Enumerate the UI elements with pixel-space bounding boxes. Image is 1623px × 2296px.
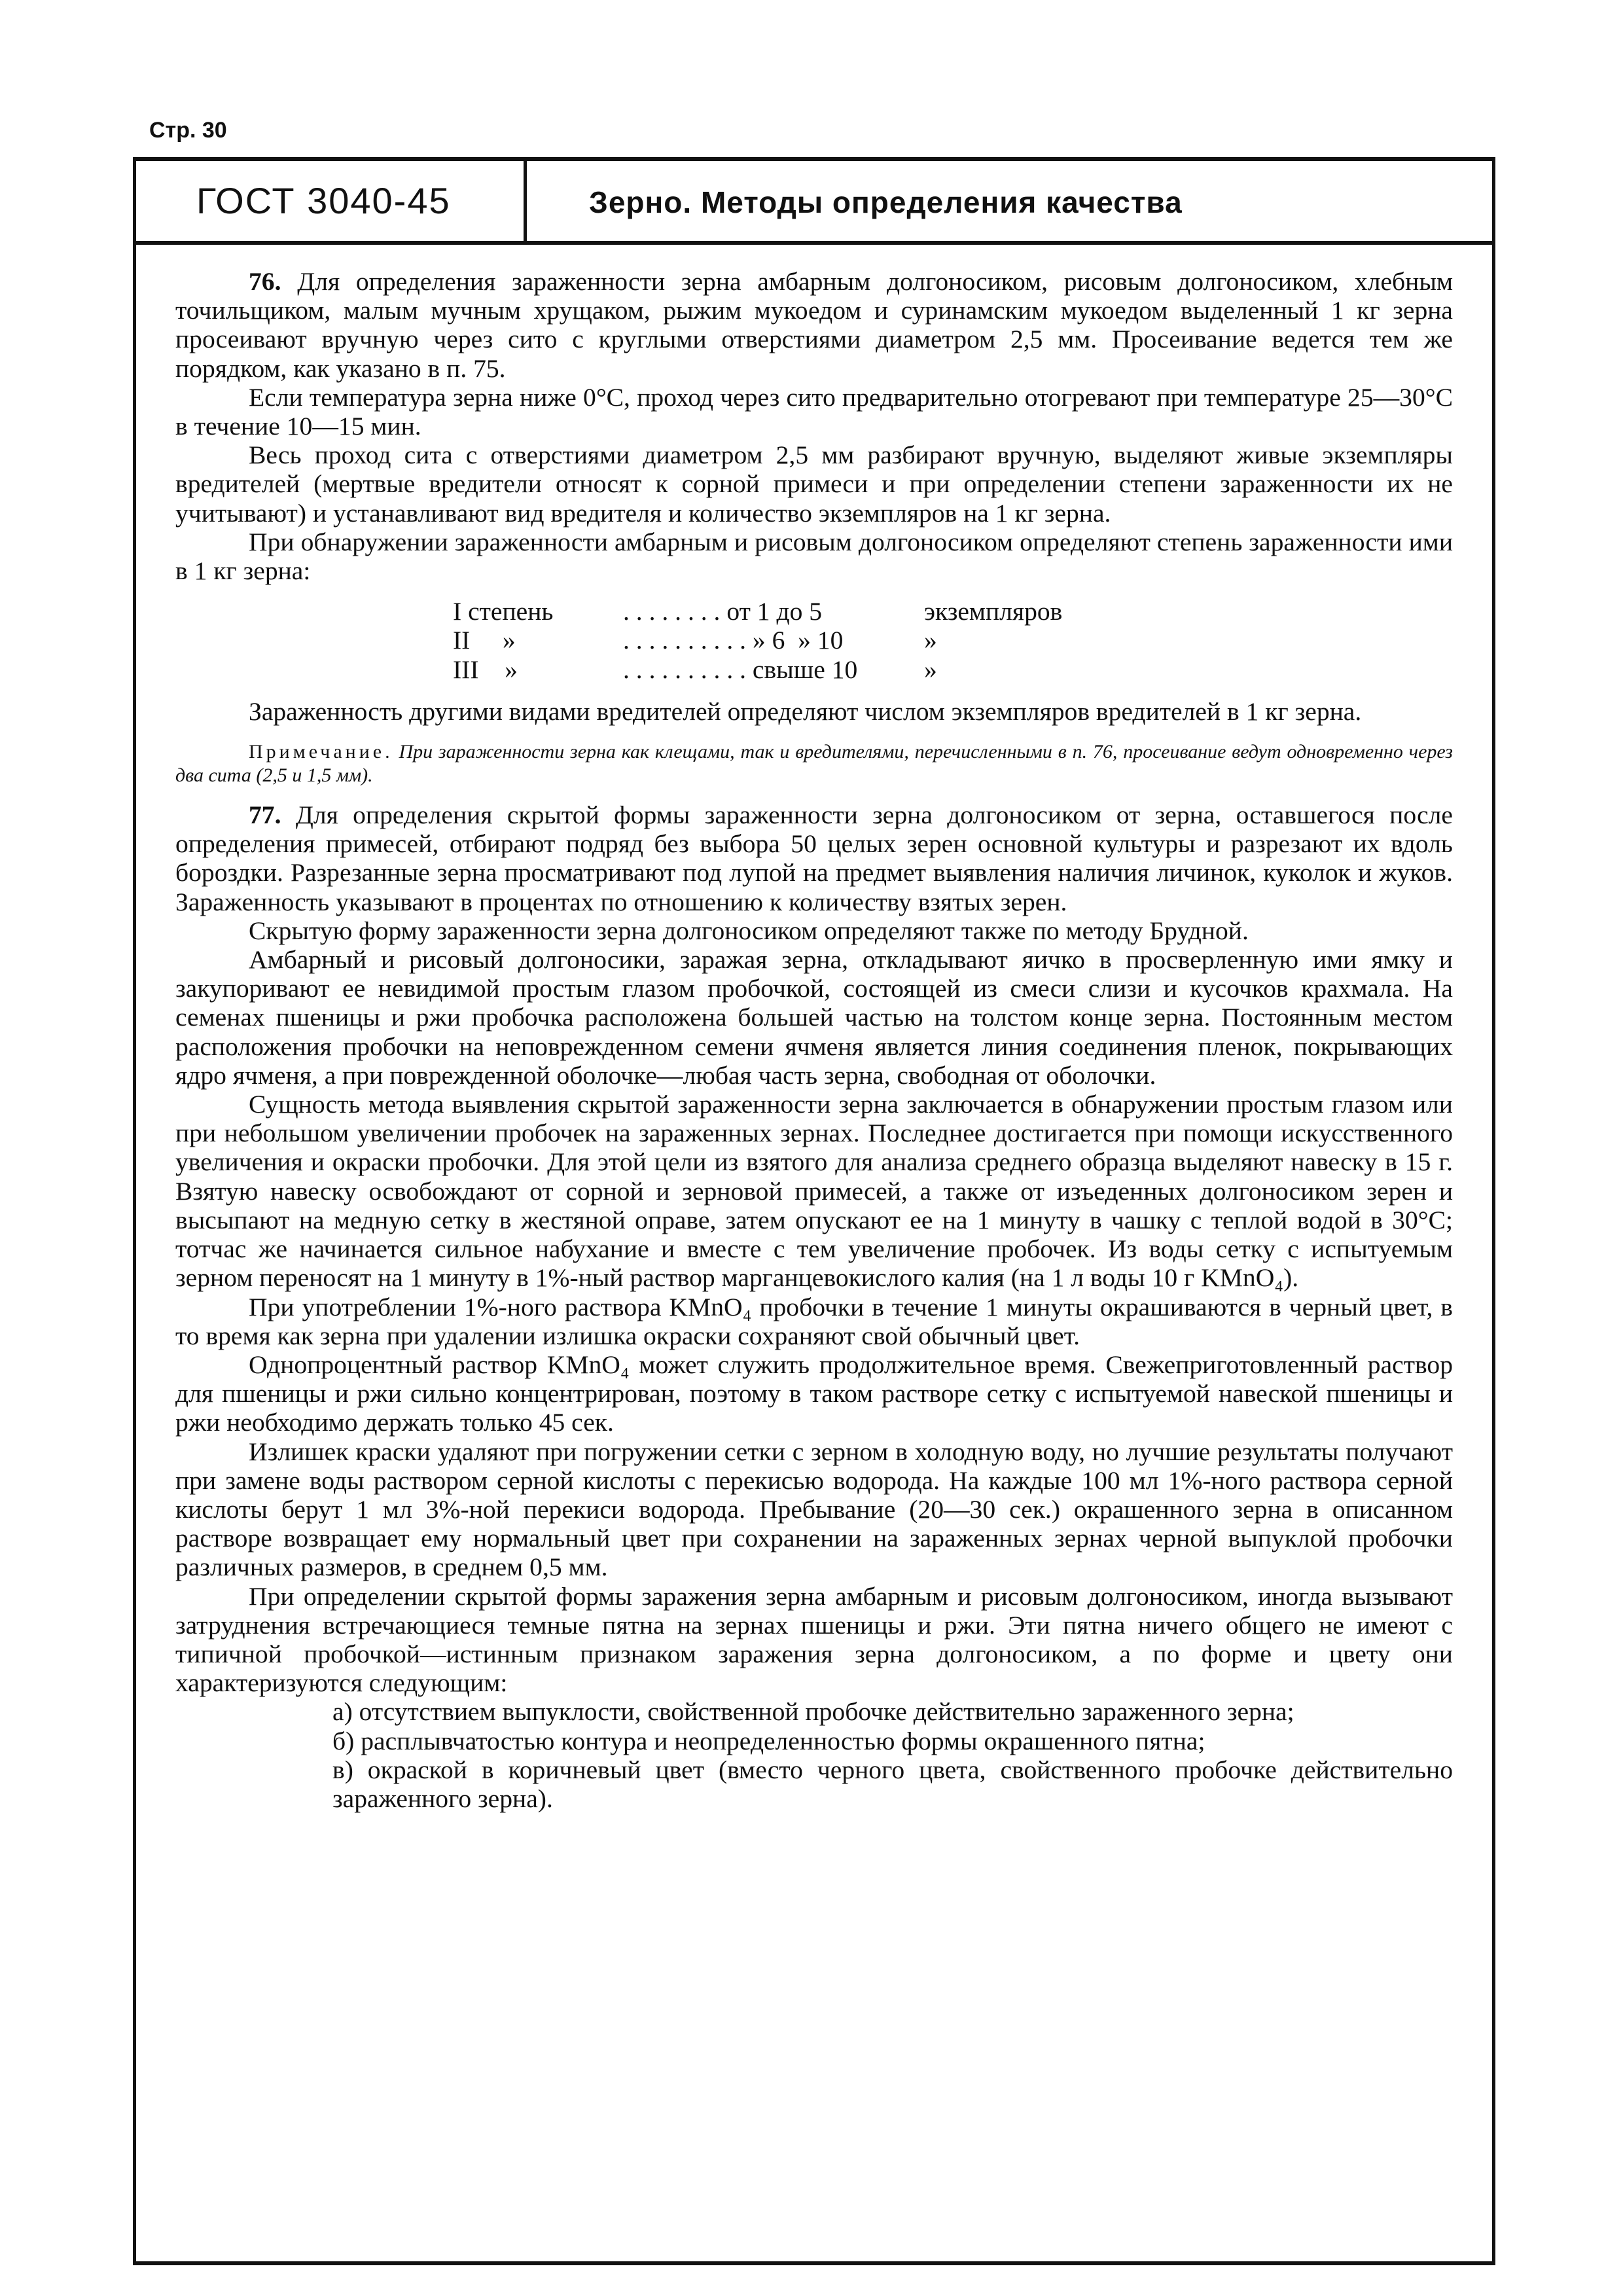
top-rule bbox=[133, 157, 1495, 161]
table-cell: . . . . . . . . от 1 до 5 bbox=[623, 597, 823, 626]
clause-number-76: 76. bbox=[249, 267, 281, 296]
standard-number: ГОСТ 3040-45 bbox=[196, 180, 451, 221]
left-frame-line bbox=[133, 157, 136, 2265]
table-cell: III » bbox=[453, 655, 518, 684]
table-cell: . . . . . . . . . . » 6 » 10 bbox=[623, 626, 844, 655]
list-item-a: а) отсутствием выпуклости, свойственной пробочке действительно зараженного зерна; bbox=[332, 1697, 1294, 1727]
table-cell: » bbox=[924, 626, 937, 655]
table-row bbox=[453, 655, 1453, 684]
note-label: Примечание. bbox=[249, 741, 393, 763]
note bbox=[175, 740, 1453, 787]
document-body bbox=[175, 267, 1453, 1813]
page-number: Стр. 30 bbox=[149, 118, 227, 143]
table-row bbox=[453, 626, 1453, 655]
note-text: При зараженности зерна как клещами, так и вредителями, перечисленными в п. 76, просеивание ведут одновременно через два сита (2,5 и 1,5 мм). bbox=[175, 741, 1454, 787]
paragraph: Однопроцентный раствор KMnO₄ может служить продолжительное время. Свежеприготовленный раствор для пшеницы и ржи сильно концентрирован, поэтому в таком растворе сетку с испытуемой навеской пшеницы и ржи необходимо держать только 45 сек. bbox=[175, 1350, 1453, 1437]
right-frame-line bbox=[1492, 157, 1495, 2265]
paragraph: Если температура зерна ниже 0°С, проход через сито предварительно отогревают при температуре 25—30°С в течение 10—15 мин. bbox=[175, 382, 1453, 441]
paragraph: При обнаружении зараженности амбарным и рисовым долгоносиком определяют степень зараженности ими в 1 кг зерна: bbox=[175, 527, 1453, 586]
list-item-b: б) расплывчатостью контура и неопределенностью формы окрашенного пятна; bbox=[332, 1726, 1205, 1755]
table-cell: экземпляров bbox=[924, 597, 1063, 626]
standard-title: Зерно. Методы определения качества bbox=[589, 185, 1183, 219]
paragraph: При определении скрытой формы заражения зерна амбарным и рисовым долгоносиком, иногда вызывают затруднения встречающиеся темные пятна на зернах пшеницы и ржи. Эти пятна ничего общего не имеют с типичной пробочкой—истинным признаком заражения зерна долгоносиком, а по форме и цвету они характеризуются следующим: bbox=[175, 1581, 1453, 1698]
infestation-degree-table bbox=[453, 597, 1453, 684]
list-item-c: в) окраской в коричневый цвет (вместо черного цвета, свойственного пробочке действительно зараженного зерна). bbox=[332, 1755, 1453, 1813]
paragraph: При употреблении 1%-ного раствора KMnO₄ пробочки в течение 1 минуты окрашиваются в черный цвет, в то время как зерна при удалении излишка окраски сохраняют свой обычный цвет. bbox=[175, 1292, 1453, 1350]
paragraph: Амбарный и рисовый долгоносики, заражая зерна, откладывают яичко в просверленную ими ямку и закупоривают ее невидимой простым глазом пробочкой, состоящей из смеси слизи и кусочков крахмала. На семенах пшеницы и ржи пробочка расположена большей частью на толстом конце зерна. Постоянным местом расположения пробочки на неповрежденном семени ячменя является линия соединения пленок, покрывающих ядро ячменя, а при поврежденной оболочке—любая часть зерна, свободная от оболочки. bbox=[175, 945, 1453, 1090]
clause-number-77: 77. bbox=[249, 800, 281, 830]
table-row bbox=[453, 597, 1453, 626]
header-bottom-rule bbox=[133, 241, 1495, 245]
header-divider bbox=[524, 157, 527, 243]
paragraph-77 bbox=[175, 800, 1453, 916]
paragraph-76 bbox=[175, 267, 1453, 383]
table-cell: I степень bbox=[453, 597, 554, 626]
table-cell: II » bbox=[453, 626, 516, 655]
paragraph: Сущность метода выявления скрытой зараженности зерна заключается в обнаружении простым глазом или при небольшом увеличении пробочек на зараженных зернах. Последнее достигается при помощи искусственного увеличения и окраски пробочки. Для этой цели из взятого для анализа среднего образца выделяют навеску в 15 г. Взятую навеску освобождают от сорной и зерновой примесей, а также от изъеденных долгоносиком зерен и высыпают на медную сетку в жестяной оправе, затем опускают ее на 1 минуту в чашку с теплой водой в 30°С; тотчас же начинается сильное набухание и вместе с тем увеличение пробочек. Из воды сетку с испытуемым зерном переносят на 1 минуту в 1%-ный раствор марганцевокислого калия (на 1 л воды 10 г KMnO₄). bbox=[175, 1090, 1453, 1293]
table-cell: » bbox=[924, 655, 937, 684]
paragraph: Излишек краски удаляют при погружении сетки с зерном в холодную воду, но лучшие результаты получают при замене воды раствором серной кислоты с перекисью водорода. На каждые 100 мл 1%-ного раствора серной кислоты берут 1 мл 3%-ной перекиси водорода. Пребывание (20—30 сек.) окрашенного зерна в описанном растворе возвращает ему нормальный цвет при сохранении на зараженных зернах черной выпуклой пробочки различных размеров, в среднем 0,5 мм. bbox=[175, 1437, 1453, 1582]
bottom-rule bbox=[133, 2261, 1495, 2265]
paragraph-text: Для определения зараженности зерна амбарным долгоносиком, рисовым долгоносиком, хлебным точильщиком, малым мучным хрущаком, рыжим мукоедом и суринамским мукоедом выделенный 1 кг зерна просеивают вручную через сито с круглыми отверстиями диаметром 2,5 мм. Просеивание ведется тем же порядком, как указано в п. 75. bbox=[175, 267, 1453, 383]
paragraph: Зараженность другими видами вредителей определяют числом экземпляров вредителей в 1 кг зерна. bbox=[249, 696, 1362, 726]
table-cell: . . . . . . . . . . свыше 10 bbox=[623, 655, 858, 684]
paragraph-text: Для определения скрытой формы зараженности зерна долгоносиком от зерна, оставшегося после определения примесей, отбирают подряд без выбора 50 целых зерен основной культуры и разрезают их вдоль бороздки. Разрезанные зерна просматривают под лупой на предмет выявления наличия личинок, куколок и жуков. Зараженность указывают в процентах по отношению к количеству взятых зерен. bbox=[175, 800, 1453, 916]
paragraph: Весь проход сита с отверстиями диаметром 2,5 мм разбирают вручную, выделяют живые экземпляры вредителей (мертвые вредители относят к сорной примеси и при определении степени зараженности их не учитывают) и устанавливают вид вредителя и количество экземпляров на 1 кг зерна. bbox=[175, 440, 1453, 528]
paragraph: Скрытую форму зараженности зерна долгоносиком определяют также по методу Брудной. bbox=[249, 916, 1249, 945]
